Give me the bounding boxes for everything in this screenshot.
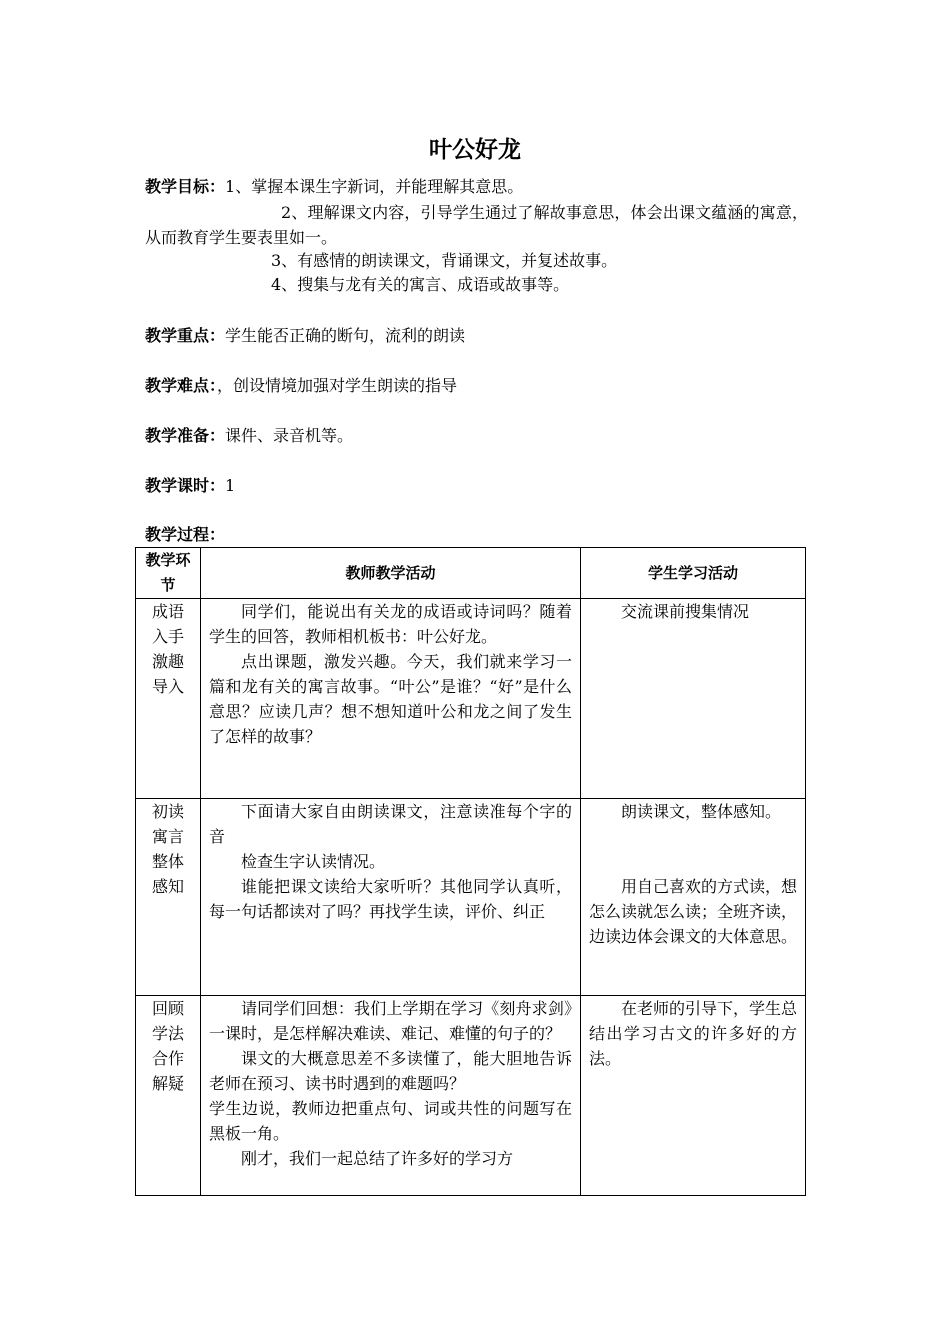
- table-header-row: [136, 548, 806, 599]
- process-table: [135, 547, 806, 1196]
- stage-char: 合作: [151, 1049, 184, 1068]
- objective-2: 2、理解课文内容，引导学生通过了解故事意思，体会出课文蕴涵的寓意，从而教育学生要表里如一。: [145, 203, 808, 247]
- stage-char: 整体: [151, 852, 184, 871]
- table-row: [136, 599, 806, 799]
- objective-4: 4、搜集与龙有关的寓言、成语或故事等。: [271, 275, 570, 294]
- objective-1: 1、掌握本课生字新词，并能理解其意思。: [225, 177, 524, 196]
- teacher-paragraph: 请同学们回想：我们上学期在学习《刻舟求剑》一课时，是怎样解决难读、难记、难懂的句子的？: [209, 999, 572, 1043]
- teacher-paragraph: 同学们，能说出有关龙的成语或诗词吗？随着学生的回答，教师相机板书：叶公好龙。: [209, 602, 572, 646]
- key-point-text: 学生能否正确的断句，流利的朗读: [225, 326, 466, 345]
- teacher-cell: [201, 599, 581, 799]
- objectives-label: 教学目标：: [145, 177, 226, 196]
- hours-line: [145, 474, 235, 498]
- stage-char: 学法: [151, 1024, 184, 1043]
- process-label: 教学过程：: [145, 525, 226, 544]
- preparation-text: 课件、录音机等。: [225, 426, 354, 445]
- difficulty-line: [145, 374, 457, 398]
- student-cell: [581, 799, 806, 996]
- stage-cell: [136, 799, 201, 996]
- stage-char: 导入: [151, 677, 184, 696]
- student-cell: [581, 996, 806, 1196]
- student-paragraph: 用自己喜欢的方式读，想怎么读就怎么读；全班齐读，边读边体会课文的大体意思。: [589, 877, 798, 946]
- student-cell: [581, 599, 806, 799]
- stage-char: 回顾: [151, 999, 184, 1018]
- difficulty-text: ，创设情境加强对学生朗读的指导: [217, 376, 458, 395]
- stage-char: 解疑: [151, 1074, 184, 1093]
- stage-char: 感知: [151, 877, 184, 896]
- stage-char: 激趣: [151, 652, 184, 671]
- teacher-paragraph: 检查生字认读情况。: [241, 852, 386, 871]
- teacher-paragraph: 学生边说，教师边把重点句、词或共性的问题写在黑板一角。: [209, 1099, 572, 1143]
- stage-char: 成语: [151, 602, 184, 621]
- teacher-paragraph: 下面请大家自由朗读课文，注意读准每个字的音: [209, 802, 572, 846]
- spacer: [589, 824, 797, 874]
- stage-cell: [136, 996, 201, 1196]
- student-paragraph: 朗读课文，整体感知。: [621, 802, 782, 821]
- student-paragraph: 交流课前搜集情况: [621, 602, 750, 621]
- preparation-line: [145, 424, 353, 448]
- header-stage: 教学环节: [136, 548, 201, 599]
- teacher-paragraph: 刚才，我们一起总结了许多好的学习方: [241, 1149, 514, 1168]
- teacher-cell: [201, 799, 581, 996]
- difficulty-label: 教学难点：: [145, 376, 218, 395]
- preparation-label: 教学准备：: [145, 426, 226, 445]
- teacher-cell: [201, 996, 581, 1196]
- key-point-line: [145, 324, 465, 348]
- page-title: 叶公好龙: [429, 137, 521, 163]
- teacher-paragraph: 谁能把课文读给大家听听？其他同学认真听，每一句话都读对了吗？再找学生读，评价、纠正: [209, 877, 572, 921]
- objective-3: 3、有感情的朗读课文，背诵课文，并复述故事。: [271, 251, 618, 270]
- hours-text: 1: [225, 476, 236, 495]
- key-point-label: 教学重点：: [145, 326, 226, 345]
- header-teacher: 教师教学活动: [201, 548, 581, 599]
- table-row: [136, 799, 806, 996]
- table-row: [136, 996, 806, 1196]
- stage-char: 初读: [151, 802, 184, 821]
- stage-char: 入手: [151, 627, 184, 646]
- objectives-line-1: [145, 175, 523, 199]
- hours-label: 教学课时：: [145, 476, 226, 495]
- teacher-paragraph: 课文的大概意思差不多读懂了，能大胆地告诉老师在预习、读书时遇到的难题吗？: [209, 1049, 572, 1093]
- stage-cell: [136, 599, 201, 799]
- header-student: 学生学习活动: [581, 548, 806, 599]
- student-paragraph: 在老师的引导下，学生总结出学习古文的许多好的方法。: [589, 999, 798, 1068]
- stage-char: 寓言: [151, 827, 184, 846]
- process-line: [145, 523, 225, 547]
- teacher-paragraph: 点出课题，激发兴趣。今天，我们就来学习一篇和龙有关的寓言故事。“叶公”是谁？“好”是什么意思？应读几声？想不想知道叶公和龙之间了发生了怎样的故事？: [209, 652, 572, 746]
